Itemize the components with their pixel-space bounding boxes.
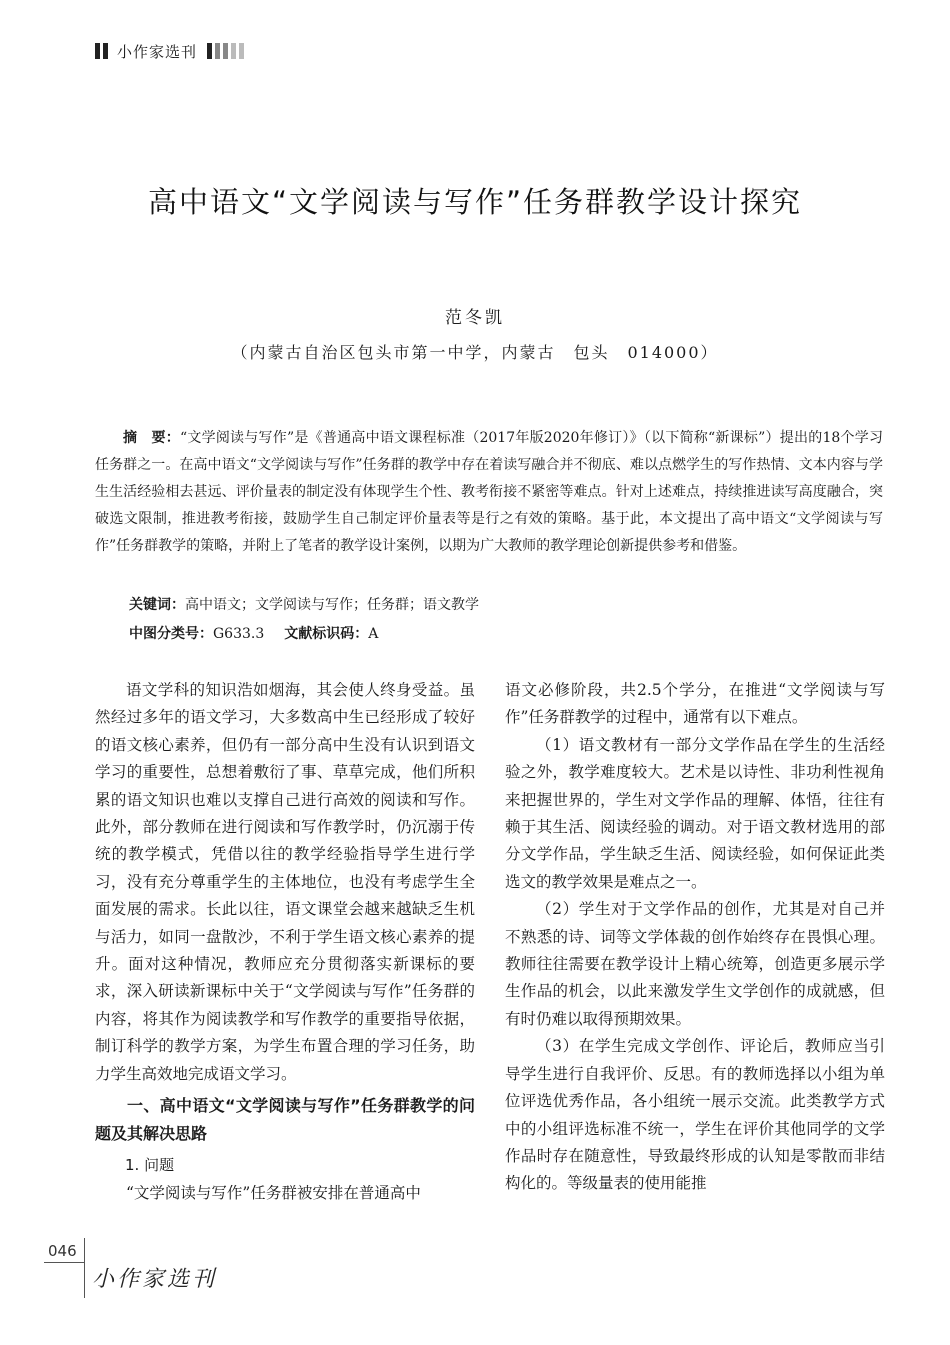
header-bar-decoration <box>239 43 244 59</box>
article-title: 高中语文“文学阅读与写作”任务群教学设计探究 <box>147 185 803 219</box>
header-bar-decoration <box>207 43 212 59</box>
footer-divider <box>44 1262 84 1263</box>
doc-code-value: A <box>368 626 379 642</box>
subsection-heading: 1. 问题 <box>125 1156 175 1175</box>
body-right-column <box>505 677 885 1198</box>
classification <box>129 623 378 645</box>
body-paragraph: （3）在学生完成文学创作、评论后，教师应当引导学生进行自我评价、反思。有的教师选择以小组为单位评选优秀作品，各小组统一展示交流。此类教学方式中的小组评选标准不统一，学生在评价其他同学的文学作品时存在随意性，导致最终形成的认知是零散而非结构化的。等级量表的使用能推 <box>505 1037 885 1193</box>
clc-value: G633.3 <box>213 626 265 642</box>
body-left-column <box>95 677 475 1208</box>
section-heading: 一、高中语文“文学阅读与写作”任务群教学的问题及其解决思路 <box>95 1096 475 1144</box>
keywords-label: 关键词： <box>129 597 185 613</box>
abstract-text: “文学阅读与写作”是《普通高中语文课程标准（2017年版2020年修订）》（以下简称“新课标”）提出的18个学习任务群之一。在高中语文“文学阅读与写作”任务群的教学中存在着读写融合并不彻底、难以点燃学生的写作热情、文本内容与学生生活经验相去甚远、评价量表的制定没有体现学生个性、教考衔接不紧密等难点。针对上述难点，持续推进读写高度融合，突破选文限制，推进教考衔接，鼓励学生自己制定评价量表等是行之有效的策略。基于此，本文提出了高中语文“文学阅读与写作”任务群教学的策略，并附上了笔者的教学设计案例，以期为广大教师的教学理论创新提供参考和借鉴。 <box>95 430 884 554</box>
keywords-text: 高中语文；文学阅读与写作；任务群；语文教学 <box>185 597 479 613</box>
body-paragraph: “文学阅读与写作”任务群被安排在普通高中 <box>126 1184 421 1203</box>
author-name: 范冬凯 <box>445 308 505 328</box>
author-affiliation: （内蒙古自治区包头市第一中学，内蒙古 包头 014000） <box>231 343 719 362</box>
abstract <box>95 425 883 560</box>
body-paragraph: 语文学科的知识浩如烟海，其会使人终身受益。虽然经过多年的语文学习，大多数高中生已经形成了较好的语文核心素养，但仍有一部分高中生没有认识到语文学习的重要性，总想着敷衍了事、草草完成，他们所积累的语文知识也难以支撑自己进行高效的阅读和写作。此外，部分教师在进行阅读和写作教学时，仍沉溺于传统的教学模式，凭借以往的教学经验指导学生进行学习，没有充分尊重学生的主体地位，也没有考虑学生全面发展的需求。长此以往，语文课堂会越来越缺乏生机与活力，如同一盘散沙，不利于学生语文核心素养的提升。面对这种情况，教师应充分贯彻落实新课标的要求，深入研读新课标中关于“文学阅读与写作”任务群的内容，将其作为阅读教学和写作教学的重要指导依据，制订科学的教学方案，为学生布置合理的学习任务，助力学生高效地完成语文学习。 <box>95 681 475 1083</box>
header-bar-decoration <box>103 43 108 59</box>
header-bar-decoration <box>95 43 100 59</box>
header-bar-decoration <box>223 43 228 59</box>
body-paragraph: 语文必修阶段，共2.5个学分，在推进“文学阅读与写作”任务群教学的过程中，通常有以下难点。 <box>505 681 885 727</box>
header-bar-decoration <box>215 43 220 59</box>
footer-divider <box>84 1238 85 1298</box>
body-paragraph: （2）学生对于文学作品的创作，尤其是对自己并不熟悉的诗、词等文学体裁的创作始终存在畏惧心理。教师往往需要在教学设计上精心统筹，创造更多展示学生作品的机会，以此来激发学生文学创作的成就感，但有时仍难以取得预期效果。 <box>505 900 885 1028</box>
body-paragraph: （1）语文教材有一部分文学作品在学生的生活经验之外，教学难度较大。艺术是以诗性、非功利性视角来把握世界的，学生对文学作品的理解、体悟，往往有赖于其生活、阅读经验的调动。对于语文教材选用的部分文学作品，学生缺乏生活、阅读经验，如何保证此类选文的教学效果是难点之一。 <box>505 735 885 891</box>
journal-name: 小作家选刊 <box>117 42 198 61</box>
journal-logo: 小作家选刊 <box>92 1267 218 1292</box>
doc-code-label: 文献标识码： <box>284 626 369 642</box>
clc-label: 中图分类号： <box>129 626 213 642</box>
page-number: 046 <box>48 1242 77 1260</box>
header-bar-decoration <box>231 43 236 59</box>
abstract-label: 摘 要： <box>123 430 180 446</box>
keywords <box>129 594 479 616</box>
running-header <box>95 40 247 62</box>
